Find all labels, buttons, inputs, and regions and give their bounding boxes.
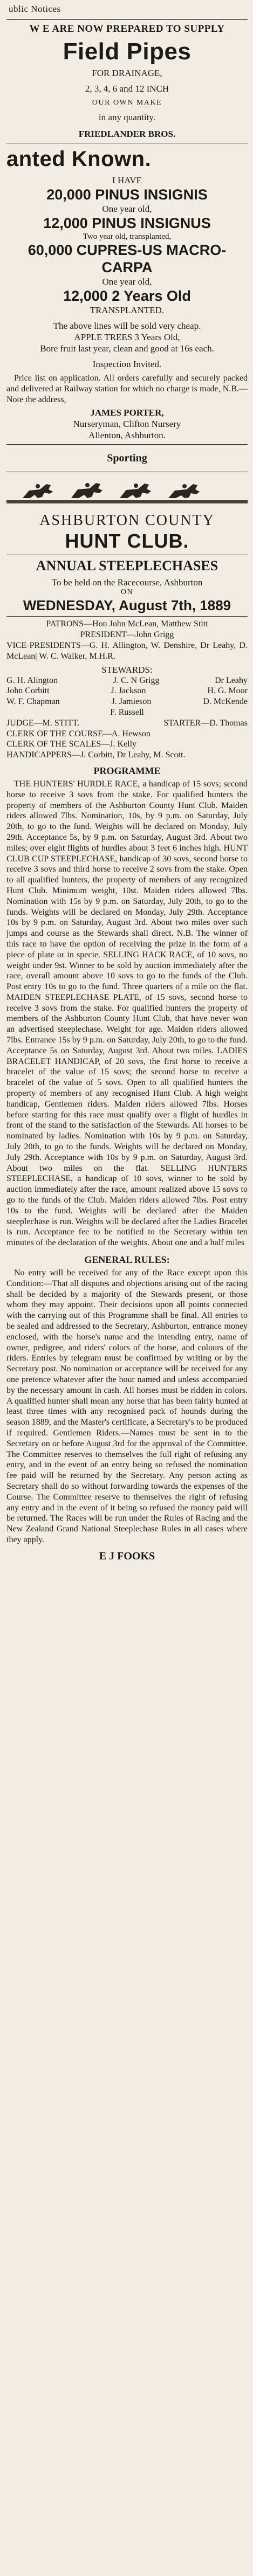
trees-sold: The above lines will be sold very cheap. (53, 321, 201, 331)
trees-advert (6, 147, 248, 441)
signature: E J FOOKS (99, 1550, 155, 1562)
trees-apple-2: Bore fruit last year, clean and good at 16s each. (40, 343, 214, 354)
steward: H. G. Moor (207, 686, 248, 696)
event-on: ON (120, 588, 134, 597)
steward: F. Russell (110, 707, 144, 717)
racing-horses-illustration (6, 479, 248, 507)
steward: J. Jamieson (111, 697, 152, 707)
club-name-1: ASHBURTON COUNTY (39, 512, 215, 529)
trees-line-2-note: Two year old, transplanted, (83, 232, 172, 241)
starter: STARTER—D. Thomas (163, 718, 248, 728)
handicappers: HANDICAPPERS—J. Corbitt, Dr Leahy, M. Scott. (6, 750, 186, 760)
event-title: ANNUAL STEEPLECHASES (36, 558, 218, 574)
stewards-row (6, 707, 248, 718)
divider (6, 19, 248, 20)
vice-presidents: VICE-PRESIDENTS—G. H. Allington, W. Denshire, Dr Leahy, D. McLean| W. C. Walker, M.H.R. (6, 640, 248, 661)
section-title: ublic Notices (9, 4, 61, 14)
pipes-intro: W E ARE NOW PREPARED TO SUPPLY (29, 23, 225, 34)
steward: D. McKende (203, 697, 248, 707)
hunt-club-advert (6, 475, 248, 1562)
field-pipes-advert (6, 23, 248, 140)
patrons: PATRONS—Hon John McLean, Matthew Stitt (46, 619, 208, 629)
trees-nursery: Nurseryman, Clifton Nursery (73, 419, 181, 430)
club-name-2: HUNT CLUB. (65, 530, 189, 553)
clerk-course: CLERK OF THE COURSE—A. Hewson (6, 729, 151, 738)
event-date: WEDNESDAY, August 7th, 1889 (23, 597, 231, 614)
stewards-list (6, 675, 248, 718)
programme-text: THE HUNTERS' HURDLE RACE, a handicap of 15 sovs; second horse to receive 3 sovs from the stake. For qualified hunters the property of members of the Ashburton County Hunt Club. Maiden riders allowed 7lbs. Nomination, 10s, by 9 p.m. on Saturday, July 20th, to go to the fund. Weights will be declared on Monday, July 29th. Acceptance 5s, by 9 p.m. on Saturday, August 3rd. About two miles; over eight flights of hurdles about 3 feet 6 inches high. HUNT CLUB CUP STEEPLECHASE, handicap of 30 sovs, second horse to receive 3 sovs and third horse to receive 2 sovs from the stake. Open to all qualified hunters, the property of members of any recognized Hunt Club. Minimum weight, 10st. Maiden riders allowed 7lbs. Nomination with 15s by 9 p.m. on Saturday, July 20th, to go to the funds. Weights will be declared on Monday, July 29th. Acceptance 10s by 9 p.m. on Saturday, August 3rd. About two miles over such jumps and course as the Stewards shall direct. N.B. The winner of this race to have the option of receiving the prize in the form of a piece of plate or in specie. SELLING HACK RACE, of 10 sovs, no weight under 9st. Winner to be sold by auction immediately after the race, overall amount above 10 sovs to go to the funds of the Club. Post entry 10s to go to the fund. Three quarters of a mile on the flat. MAIDEN STEEPLECHASE PLATE, of 15 sovs, second horse to receive 3 sovs from the stake. For qualified hunters the property of members of the Ashburton County Hunt Club, that have never won an advertised steeplechase. Weight for age. Maiden riders allowed 7lbs. Entrance 15s by 9 p.m. on Saturday, July 20th, to go to the fund. Acceptance 5s on Saturday, August 3rd. About two miles. LADIES BRACELET HANDICAP, of 20 sovs, the first horse to receive a bracelet of the value of 15 sovs; the second horse to receive a bracelet of the value of 5 sovs. Open to all qualified hunters the property of members of any recognised Hunt Club. A high weight handicap, Gentlemen riders. Maiden riders allowed 7lbs. Horses before starting for this race must qualify over a flight of hurdles in front of the stand to the satisfaction of the Stewards. All horses to be nominated by ladies. Nomination with 10s by 9 p.m. on Saturday, July 20th, to go to the funds. Weights will be declared on Monday, July 29th. Acceptance with 10s by 9 p.m. on Saturday, August 3rd. About two miles on the flat. SELLING HUNTERS STEEPLECHASE, a handicap of 10 sovs, winner to be sold by auction immediately after the race, amount realized above 15 sovs to go to the funds of the Club. Maiden riders allowed 7lbs. Post entry 10s to the fund. Weights will be declared after the Maiden steeplechase is run. Weights will be declared after the Ladies Bracelet is run. Acceptance fee to be notified to the Secretary within ten minutes of the declaration of the weights. About one and a half miles (6, 779, 248, 1248)
event-venue: To be held on the Racecourse, Ashburton (51, 577, 203, 588)
stewards-title: STEWARDS: (101, 664, 153, 675)
divider (6, 616, 248, 617)
pipes-title: Field Pipes (63, 38, 192, 65)
officials-row (6, 718, 248, 729)
judge: JUDGE—M. STITT. (6, 718, 80, 728)
divider (6, 444, 248, 445)
steward: G. H. Alington (6, 675, 58, 685)
trees-line-1: 20,000 PINUS INSIGNIS (46, 187, 208, 203)
steward: J. Jackson (111, 686, 146, 696)
trees-price: Price list on application. All orders carefully and securely packed and delivered at Railway station for which no charge is made, N.B.—Note the address, (6, 374, 248, 404)
trees-line-3b: CARPA (101, 259, 153, 275)
trees-line-4: 12,000 2 Years Old (63, 288, 191, 304)
pipes-make: OUR OWN MAKE (92, 99, 162, 107)
trees-inspection: Inspection Invited. (92, 359, 162, 369)
pipes-firm: FRIEDLANDER BROS. (78, 129, 176, 139)
trees-line-1-note: One year old, (102, 204, 152, 214)
rules-title: GENERAL RULES: (84, 1254, 170, 1266)
trees-apple: APPLE TREES 3 Years Old, (74, 332, 180, 342)
sporting-heading: Sporting (107, 452, 147, 465)
steward: W. F. Chapman (6, 697, 60, 707)
president: PRESIDENT—John Grigg (80, 630, 174, 640)
stewards-row (6, 675, 248, 686)
stewards-row (6, 696, 248, 707)
steward: John Corbitt (6, 686, 50, 696)
pipes-sizes: 2, 3, 4, 6 and 12 INCH (85, 84, 169, 94)
steward: Dr Leahy (215, 675, 248, 685)
trees-line-4-note: TRANSPLANTED. (90, 305, 165, 315)
trees-line-3a: 60,000 CUPRES-US MACRO- (28, 242, 227, 258)
programme-title: PROGRAMME (93, 765, 161, 776)
steward: J. C. N Grigg (113, 675, 160, 685)
trees-title: anted Known. (6, 147, 152, 171)
trees-line-3-note: One year old, (102, 277, 152, 287)
trees-have: I HAVE (112, 175, 142, 185)
rules-text: No entry will be received for any of the Race except upon this Condition:—That all disputes and objections arising out of the racing shall be decided by a majority of the Stewards present, or those whom they may appoint. Their decisions upon all points connected with the carrying out of this Programme shall be final. All entries to be sealed and addressed to the Secretary, Ashburton, entrance money enclosed, with the horse's name and the intending entry, name of owner, pedigree, and riders' colors of the horse, and colours of the riders. Entries by telegram must be confirmed by writing or by the Secretary post. No nomination or acceptance will be received for any one pretence whatever after the hour named and unless accompanied by the necessary amount in cash. All horses must be ridden in colors. A qualified hunter shall mean any horse that has been fairly hunted at least three times with any recognised pack of hounds during the season 1889, and the Master's certificate, a Secretary's to be produced if required. Gentlemen Riders.—Names must be sent in to the Secretary on or before August 3rd for the approval of the Committee. The Committee reserves to themselves the full right of refusing any entry, and in the event of an entry being so refused the nomination fee paid will be returned by the Secretary. Any person acting as Secretary shall do so without forwarding towards the expenses of the Course. The Committee reserve to themselves the right of refusing any entry and in the event of it being so refused the money paid will be returned. The Races will be run under the Rules of Racing and the New Zealand Grand National Steeplechase Rules in all cases where they apply. (6, 1268, 248, 1544)
stewards-row (6, 686, 248, 696)
pipes-quantity: in any quantity. (98, 112, 156, 122)
trees-place: Allenton, Ashburton. (88, 430, 166, 441)
trees-line-2: 12,000 PINUS INSIGNUS (43, 215, 211, 231)
pipes-purpose: FOR DRAINAGE, (92, 68, 162, 78)
section-header (6, 3, 248, 16)
trees-name: JAMES PORTER, (90, 408, 164, 418)
clerk-scales: CLERK OF THE SCALES—J. Kelly (6, 740, 137, 749)
